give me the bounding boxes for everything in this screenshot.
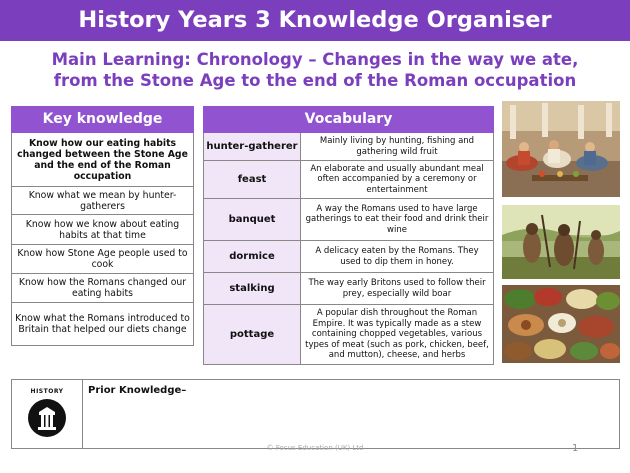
vocabulary-term: feast xyxy=(204,161,301,198)
key-knowledge-item: Know how the Romans changed our eating habits xyxy=(11,274,194,303)
vocabulary-term: stalking xyxy=(204,273,301,304)
history-logo-text: HISTORY xyxy=(30,388,64,395)
roman-food-image xyxy=(502,285,620,363)
roman-banquet-image xyxy=(502,101,620,197)
vocabulary-table xyxy=(203,106,494,365)
vocabulary-row xyxy=(203,305,494,365)
history-logo-box xyxy=(12,380,83,448)
vocabulary-definition: A way the Romans used to have large gatherings to eat their food and drink their wine xyxy=(305,203,489,235)
vocabulary-term: hunter-gatherer xyxy=(204,133,301,160)
vocabulary-definition: A popular dish throughout the Roman Empire. It was typically made as a stew containing chopped vegetables, various types of meat (such as pork, chicken, beef, and mutton), cheese, and herbs xyxy=(305,308,489,361)
page-number: 1 xyxy=(572,443,579,454)
key-knowledge-item: Know what we mean by hunter-gatherers xyxy=(11,187,194,215)
key-knowledge-item: Know how Stone Age people used to cook xyxy=(11,245,194,274)
vocabulary-term: banquet xyxy=(204,199,301,240)
vocabulary-definition: The way early Britons used to follow their prey, especially wild boar xyxy=(308,278,486,299)
vocabulary-row xyxy=(203,161,494,199)
prior-knowledge-label: Prior Knowledge– xyxy=(88,385,187,396)
subtitle-line-2: from the Stone Age to the end of the Roman occupation xyxy=(53,71,577,90)
main-learning-subtitle xyxy=(0,49,630,91)
vocabulary-row xyxy=(203,273,494,305)
vocabulary-definition: Mainly living by hunting, fishing and gathering wild fruit xyxy=(319,136,475,157)
vocabulary-definition: A delicacy eaten by the Romans. They used to dip them in honey. xyxy=(315,246,479,267)
vocabulary-term: pottage xyxy=(204,305,301,364)
vocabulary-definition: An elaborate and usually abundant meal often accompanied by a ceremony or entertainment xyxy=(310,163,484,195)
vocabulary-row xyxy=(203,241,494,273)
vocabulary-heading: Vocabulary xyxy=(203,106,494,133)
stone-age-hunters-image xyxy=(502,205,620,279)
key-knowledge-item: Know how we know about eating habits at that time xyxy=(11,215,194,245)
page-title: History Years 3 Knowledge Organiser xyxy=(0,0,630,41)
vocabulary-term: dormice xyxy=(204,241,301,272)
key-knowledge-item: Know how our eating habits changed between the Stone Age and the end of the Roman occupation xyxy=(11,133,194,187)
copyright-footer: © Focus Education (UK) Ltd xyxy=(266,444,364,452)
subtitle-line-1: Main Learning: Chronology – Changes in the way we ate, xyxy=(51,50,579,69)
key-knowledge-item: Know what the Romans introduced to Britain that helped our diets change xyxy=(11,303,194,346)
key-knowledge-heading: Key knowledge xyxy=(11,106,194,133)
vocabulary-row xyxy=(203,199,494,241)
prior-knowledge-box xyxy=(11,379,620,449)
vocabulary-row xyxy=(203,133,494,161)
key-knowledge-panel xyxy=(11,106,194,346)
